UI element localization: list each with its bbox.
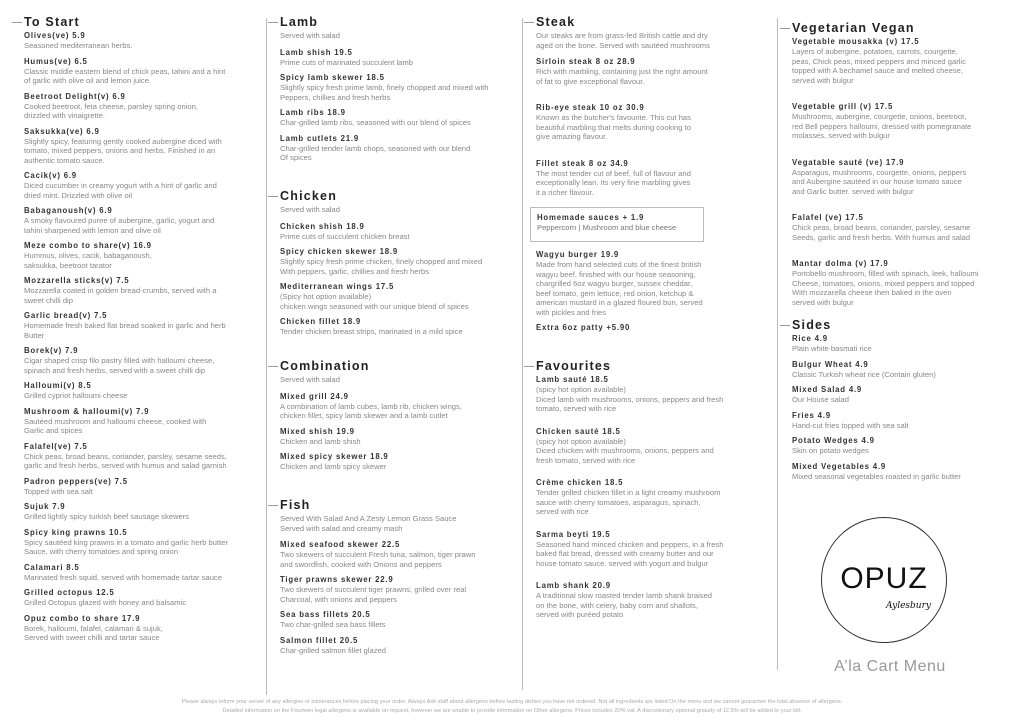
section-title: Chicken <box>280 189 338 203</box>
menu-item-name: Humus(ve) 6.5 <box>24 56 88 66</box>
menu-item-name: Cacik(v) 6.9 <box>24 171 77 180</box>
menu-item <box>792 259 1024 307</box>
menu-item-description: Borek, halloumi, falafel, calamari & sujuk, <box>24 623 163 633</box>
menu-item-name: Mushroom & halloumi(v) 7.9 <box>24 406 150 416</box>
section-tick <box>780 325 790 326</box>
menu-item-description: of fat to give exceptional flavour. <box>536 76 645 86</box>
menu-item-description: exceptionally lean. Its very fine marbling gives <box>536 178 691 187</box>
menu-item-description: A smoky flavoured puree of aubergine, garlic, yogurt and <box>24 216 215 225</box>
menu-item-name: Halloumi(v) 8.5 <box>24 381 92 390</box>
menu-item-description: With peppers, garlic, chillies and fresh herbs <box>280 266 429 276</box>
menu-section <box>792 20 1024 324</box>
menu-item <box>24 614 264 643</box>
menu-item-description: drizzled with vinaigrette. <box>24 111 106 120</box>
menu-item-name: Mozzarella sticks(v) 7.5 <box>24 276 130 285</box>
menu-item-name: Mantar dolma (v) 17.9 <box>792 259 889 268</box>
menu-item-description: Diced chicken with mushrooms, onions, peppers and <box>536 446 714 455</box>
menu-item <box>24 276 264 305</box>
menu-item-description: Asparagus, mushrooms, courgette, onions, peppers <box>792 167 967 177</box>
menu-item-name: Mixed Vegetables 4.9 <box>792 461 887 471</box>
menu-item-name: Fries 4.9 <box>792 410 831 420</box>
section-title: Steak <box>536 15 576 29</box>
allergen-footer-line: Please always inform your server of any allergies or intolerances before placing your order. Always Ask staff about allergens before tasting dishes you have not ordered. Not all ingredients are listed On the menu and we cannot guarantee the total absence of allergens. <box>181 699 843 705</box>
menu-item-description: Grilled lightly spicy turkish beef sausage skewers <box>24 512 190 521</box>
allergen-footer-line: Detailed information on the Fourteen legal allergens is available on request, however we are unable to provide information on Other allergens. Prices includes 20% vat. A discretionary optional gratuity of 12.5% will be added to your bill. <box>222 708 802 714</box>
menu-item-description: topped with A bechamel sauce and melted cheese, <box>792 66 963 75</box>
menu-item-description: Chicken and lamb shish <box>280 436 361 446</box>
section-tick <box>524 22 534 23</box>
menu-item-description: Garlic and spices <box>24 426 83 435</box>
menu-item-description: Butter <box>24 330 45 340</box>
menu-item-description: Two skewers of succulent tiger prawns, grilled over real <box>280 585 467 594</box>
menu-item-description: Chick peas, broad beans, coriander, parsley, sesame <box>792 223 971 232</box>
menu-item <box>536 323 776 333</box>
menu-item-description: Chicken and lamb spicy skewer <box>280 462 387 471</box>
menu-item <box>24 241 264 270</box>
menu-item-description: fresh tomato, served with rice <box>536 455 636 465</box>
section-title: Combination <box>280 359 370 373</box>
menu-item <box>24 311 264 340</box>
menu-item <box>24 92 264 121</box>
menu-item-name: Rice 4.9 <box>792 334 828 343</box>
menu-item <box>792 411 1024 431</box>
menu-item <box>24 442 264 471</box>
menu-item-description: and Garlic butter. served with bulgur <box>792 186 914 196</box>
menu-item-name: Chicken fillet 18.9 <box>280 317 362 326</box>
section-title: Vegetarian Vegan <box>792 21 915 35</box>
menu-item-description: Tender chicken breast strips, marinated in a mild spice <box>280 327 463 336</box>
menu-item-description: beautiful marbling that melts during cooking to <box>536 122 691 132</box>
menu-item-description: give amazing flavour. <box>536 132 608 141</box>
menu-item-description: Seasoned hand minced chicken and peppers, in a fresh <box>536 539 724 549</box>
sauces-desc: Peppercorn | Mushroom and blue cheese <box>537 223 677 232</box>
menu-item-name: Mixed seafood skewer 22.5 <box>280 540 401 549</box>
menu-section <box>280 188 520 343</box>
menu-item-description: chicken fillet, spicy lamb skewer and a lamb cutlet <box>280 411 448 420</box>
menu-section <box>280 14 520 169</box>
menu-item <box>24 588 264 608</box>
menu-section <box>536 358 776 633</box>
menu-item-description: With mozzarella cheese then baked in the oven <box>792 288 952 297</box>
menu-item-description: Grilled Octopus glazed with honey and balsamic <box>24 598 187 607</box>
menu-item-description: wagyu beef, finished with our house seasoning, <box>536 269 696 279</box>
menu-item <box>280 48 520 68</box>
menu-item-name: Mixed shish 19.9 <box>280 426 355 436</box>
section-intro <box>536 31 776 50</box>
menu-item-name: Sarma beyti 19.5 <box>536 529 611 539</box>
menu-item-description: Diced lamb with mushrooms, onions, peppers and fresh <box>536 394 724 404</box>
menu-item-description: Two char-grilled sea bass fillets <box>280 620 386 629</box>
menu-item-description: Made from hand selected cuts of the finest british <box>536 260 702 269</box>
menu-item <box>280 575 520 604</box>
menu-item-description: (Spicy hot option available) <box>280 292 372 301</box>
menu-item-name: Olives(ve) 5.9 <box>24 31 86 40</box>
menu-item-name: Beetroot Delight(v) 6.9 <box>24 91 126 101</box>
menu-item-name: Padron peppers(ve) 7.5 <box>24 476 128 486</box>
menu-item-description: tomato, mixed peppers, onions and herbs. Finished in an <box>24 146 216 155</box>
menu-item-description: Plain white basmati rice <box>792 344 872 353</box>
menu-item-description: beef tomato, gem lettuce, red onion, ketchup & <box>536 288 694 298</box>
menu-item <box>280 73 520 102</box>
menu-item-name: Lamb shank 20.9 <box>536 581 611 590</box>
menu-item <box>536 427 776 466</box>
menu-name: A’la Cart Menu <box>834 658 946 675</box>
section-tick <box>780 28 790 29</box>
menu-item-description: Portobello mushroom, filled with spinach, leek, halloumi <box>792 269 979 278</box>
menu-item-name: Sujuk 7.9 <box>24 502 66 511</box>
menu-item <box>792 334 1024 354</box>
menu-item-name: Chicken shish 18.9 <box>280 221 365 231</box>
menu-item-name: Tiger prawns skewer 22.9 <box>280 575 394 584</box>
menu-item-description: Sautéed mushroom and halloumi cheese, cooked with <box>24 416 207 426</box>
menu-item-description: Grilled cypriot halloumi cheese <box>24 391 128 400</box>
menu-item-name: Lamb shish 19.5 <box>280 47 353 57</box>
menu-section <box>536 14 776 214</box>
section-tick <box>268 505 278 506</box>
menu-item-description: Cheese, tomatoes, onions, mixed peppers and topped <box>792 278 975 288</box>
menu-item <box>24 31 264 51</box>
section-intro-line: Served with salad and creamy mash <box>280 523 403 533</box>
column-divider <box>266 18 267 695</box>
menu-item-name: Grilled octopus 12.5 <box>24 588 115 597</box>
menu-item-description: Char-grilled salmon fillet glazed <box>280 645 386 655</box>
menu-item-description: chicken wings seasoned with our unique blend of spices <box>280 301 469 311</box>
menu-item-description: peas, Chick peas, mixed peppers and minced garlic <box>792 56 966 66</box>
menu-item-description: A combination of lamb cubes, lamb rib, chicken wings, <box>280 401 462 411</box>
menu-item-name: Vegatable sauté (ve) 17.9 <box>792 157 905 167</box>
menu-item-description: A traditional slow roasted tender lamb shank braised <box>536 591 713 600</box>
menu-item-description: (spicy hot option available) <box>536 436 626 446</box>
menu-item-description: Marinated fresh squid, served with homemade tartar sauce <box>24 572 222 582</box>
menu-item-name: Saksukka(ve) 6.9 <box>24 126 100 136</box>
menu-item-description: Two skewers of succulent Fresh tuna, salmon, tiger prawn <box>280 550 476 559</box>
menu-item-name: Bulgur Wheat 4.9 <box>792 359 869 369</box>
menu-item <box>280 427 520 447</box>
menu-item <box>280 610 520 630</box>
menu-item-description: it a richer flavour. <box>536 187 594 197</box>
menu-item-description: Spicy sautéed king prawns in a tomato and garlic herb butter <box>24 537 228 547</box>
menu-item-description: served with bulgur <box>792 75 854 85</box>
menu-item <box>24 502 264 522</box>
logo-wordmark: OPUZ <box>840 562 928 595</box>
menu-item-name: Rib-eye steak 10 oz 30.9 <box>536 103 645 112</box>
menu-item-description: authentic tomato sauce. <box>24 155 105 165</box>
menu-item-description: with pickles and fries <box>536 307 607 317</box>
menu-item-description: Classic middle eastern blend of chick peas, tahini and a hint <box>24 66 226 76</box>
menu-item-description: Layers of aubergine, potatoes, carrots, courgette, <box>792 47 958 56</box>
logo-script: Aylesbury <box>886 601 931 611</box>
menu-item-name: Vegetable grill (v) 17.5 <box>792 102 894 111</box>
column-divider <box>522 18 523 690</box>
column-divider <box>777 18 778 670</box>
menu-item-description: Chick peas, broad beans, coriander, parsley, sesame seeds, <box>24 451 227 461</box>
section-title: To Start <box>24 15 80 29</box>
menu-item-description: The most tender cut of beef, full of flavour and <box>536 168 691 178</box>
menu-section <box>24 14 264 649</box>
menu-item-description: Hummus, olives, cacik, babaganoush, <box>24 251 152 260</box>
menu-item <box>24 57 264 86</box>
menu-item-description: spinach and fresh herbs, served with a sweet chilli dip <box>24 365 206 375</box>
section-tick <box>12 22 22 23</box>
menu-item <box>280 540 520 569</box>
menu-item <box>792 158 1024 197</box>
section-tick <box>268 366 278 367</box>
menu-item <box>280 452 520 472</box>
menu-item <box>536 250 776 317</box>
menu-item-name: Mixed Salad 4.9 <box>792 385 863 394</box>
menu-item-name: Lamb cutlets 21.9 <box>280 133 360 143</box>
menu-item <box>536 478 776 517</box>
menu-item-description: Seeds, garlic and fresh herbs. With humus and salad <box>792 232 971 242</box>
menu-item-description: Prime cuts of marinated succulent lamb <box>280 57 413 67</box>
menu-item-description: served with rice <box>536 507 589 516</box>
menu-item-description: Char-grilled lamb ribs, seasoned with our blend of spices <box>280 118 471 127</box>
section-intro <box>280 205 520 215</box>
menu-item-name: Potato Wedges 4.9 <box>792 436 875 445</box>
menu-item-description: Our House salad <box>792 395 849 404</box>
menu-item-name: Lamb ribs 18.9 <box>280 108 346 117</box>
menu-item <box>280 108 520 128</box>
menu-item <box>280 134 520 163</box>
menu-item <box>24 206 264 235</box>
section-intro <box>280 31 520 41</box>
section-intro-line: Served With Salad And A Zesty Lemon Grass Sauce <box>280 514 457 523</box>
menu-item-name: Mixed spicy skewer 18.9 <box>280 452 389 461</box>
menu-item-description: Diced cucumber in creamy yogurt with a hint of garlic and <box>24 181 217 190</box>
menu-item-description: on the bone, with celery, baby corn and shallots, <box>536 600 698 610</box>
menu-item <box>280 317 520 337</box>
menu-item-description: Char-grilled tender lamb chops, seasoned with our blend <box>280 143 471 153</box>
menu-item <box>280 222 520 242</box>
menu-item-description: Topped with sea salt <box>24 486 93 496</box>
sauces-box <box>530 207 704 242</box>
menu-item-description: Of spices <box>280 153 312 162</box>
menu-item-description: served with puréed potato <box>536 610 624 619</box>
menu-item-description: Known as the butcher's favourite. This cut has <box>536 113 691 122</box>
section-title: Lamb <box>280 15 319 29</box>
menu-item <box>536 581 776 620</box>
menu-item <box>792 360 1024 380</box>
menu-section <box>792 317 1024 487</box>
menu-item-description: chargrilled 6oz wagyu burger, sussex cheddar, <box>536 279 693 288</box>
menu-item-description: and Aubergine sautéed in our house tomato sauce <box>792 177 962 186</box>
menu-item-name: Mixed grill 24.9 <box>280 391 349 401</box>
menu-item-description: served with bulgur <box>792 297 854 307</box>
menu-item <box>792 102 1024 141</box>
menu-item-description: molasses, served with bulgur <box>792 131 890 140</box>
menu-item-name: Borek(v) 7.9 <box>24 346 79 355</box>
menu-item-description: red Bell peppers halloumi, dressed with pomegranate <box>792 121 972 131</box>
menu-item-name: Mediterranean wings 17.5 <box>280 282 395 291</box>
section-intro-line: Served with salad <box>280 375 340 384</box>
menu-item-description: Classic Turkish wheat rice (Contain gluten) <box>792 369 936 379</box>
menu-item-description: of garlic with olive oil and lemon juice. <box>24 76 152 85</box>
menu-item <box>792 436 1024 456</box>
menu-item-description: (spicy hot option available) <box>536 385 626 394</box>
menu-item-name: Crème chicken 18.5 <box>536 478 624 487</box>
menu-item-description: sweet chilli dip <box>24 295 73 305</box>
menu-item <box>536 103 776 142</box>
menu-item-description: Rich with marbling, containing just the right amount <box>536 67 708 76</box>
menu-item <box>280 282 520 311</box>
section-tick <box>524 366 534 367</box>
section-intro <box>280 514 520 533</box>
menu-item-description: Sauce, with cherry tomatoes and spring onion <box>24 547 179 556</box>
menu-item-name: Sea bass fillets 20.5 <box>280 610 371 619</box>
menu-item-description: Cigar shaped crisp filo pastry filled with halloumi cheese, <box>24 356 215 365</box>
menu-item <box>792 37 1024 85</box>
menu-item-name: Calamari 8.5 <box>24 562 80 572</box>
menu-item-name: Lamb sauté 18.5 <box>536 375 609 384</box>
menu-item-description: Cooked beetroot, feta cheese, parsley spring onion, <box>24 101 198 111</box>
menu-item-name: Fillet steak 8 oz 34.9 <box>536 158 629 168</box>
menu-item <box>536 375 776 414</box>
sauces-title: Homemade sauces + 1.9 <box>537 213 645 222</box>
menu-item-name: Babaganoush(v) 6.9 <box>24 206 113 215</box>
menu-item-description: Prime cuts of succulent chicken breast <box>280 231 410 241</box>
menu-item-description: Seasoned mediterranean herbs. <box>24 41 133 50</box>
section-title: Sides <box>792 318 832 332</box>
menu-item-description: garlic and fresh herbs, served with humus and salad garnish <box>24 461 227 470</box>
menu-item-description: Slightly spicy fresh prime chicken, finely chopped and mixed <box>280 257 483 266</box>
menu-item-name: Falafel (ve) 17.5 <box>792 213 864 222</box>
section-title: Fish <box>280 498 311 512</box>
menu-item-name: Spicy chicken skewer 18.9 <box>280 247 398 256</box>
menu-item-name: Opuz combo to share 17.9 <box>24 613 141 623</box>
menu-item-name: Salmon fillet 20.5 <box>280 635 359 645</box>
menu-item-description: baked flat bread, dressed with creamy butter and our <box>536 549 714 558</box>
menu-item-description: Served with sweet chilli and tartar sauce <box>24 633 160 642</box>
menu-item-description: Mixed seasonal vegetables roasted in garlic butter <box>792 471 961 481</box>
menu-item-description: dried mint. Drizzled with olive oil <box>24 190 133 200</box>
menu-item <box>24 381 264 401</box>
menu-item-name: Vegetable mousakka (v) 17.5 <box>792 37 920 46</box>
menu-item <box>280 636 520 656</box>
menu-item-description: Tender grilled chicken fillet in a light creamy mushroom <box>536 488 721 497</box>
menu-section <box>280 358 520 478</box>
menu-item <box>24 127 264 166</box>
menu-item-name: Chicken sauté 18.5 <box>536 426 621 436</box>
menu-item-description: and swordfish, cooked with Onions and peppers <box>280 559 442 569</box>
menu-item <box>536 159 776 198</box>
menu-item-description: tomato, served with rice <box>536 404 617 413</box>
menu-item-description: Slightly spicy, featuring gently cooked aubergine diced with <box>24 136 222 146</box>
menu-item-description: Skin on potato wedges <box>792 446 869 455</box>
section-intro <box>280 375 520 385</box>
menu-item-description: Charcoal, with onions and peppers <box>280 594 397 604</box>
menu-item-name: Extra 6oz patty +5.90 <box>536 323 631 332</box>
menu-item-description: Peppers, chillies and fresh herbs <box>280 92 391 102</box>
menu-item <box>24 528 264 557</box>
section-tick <box>268 196 278 197</box>
menu-item-description: Hand-cut fries topped with sea salt <box>792 420 909 430</box>
menu-item-name: Falafel(ve) 7.5 <box>24 441 88 451</box>
menu-item-description: sauce with cherry tomatoes, asparagus, spinach, <box>536 497 701 507</box>
menu-item-description: Mozzarella coated in golden bread-crumbs, served with a <box>24 286 217 295</box>
menu-section <box>280 497 520 661</box>
section-title: Favourites <box>536 359 612 373</box>
menu-section <box>536 250 776 339</box>
menu-item-name: Spicy lamb skewer 18.5 <box>280 73 385 82</box>
menu-item-name: Garlic bread(v) 7.5 <box>24 311 108 320</box>
menu-item-description: saksukka, beetroot tarator <box>24 260 112 270</box>
menu-item <box>280 247 520 276</box>
section-intro-line: aged on the bone. Served with sautéed mushrooms <box>536 40 710 50</box>
section-intro-line: Served with salad <box>280 205 340 214</box>
menu-item <box>792 213 1024 242</box>
menu-item-name: Sirloin steak 8 oz 28.9 <box>536 57 636 66</box>
menu-item <box>536 530 776 569</box>
section-intro-line: Served with salad <box>280 31 340 40</box>
menu-item <box>24 477 264 497</box>
menu-item <box>24 346 264 375</box>
menu-item-description: Slightly spicy fresh prime lamb, finely chopped and mixed with <box>280 83 489 92</box>
menu-item-description: tahini sharpened with lemon and olive oil <box>24 225 161 235</box>
menu-item-description: Homemade fresh baked flat bread soaked in garlic and herb <box>24 321 226 330</box>
menu-item <box>24 171 264 200</box>
menu-item-name: Spicy king prawns 10.5 <box>24 527 128 537</box>
opuz-logo <box>821 517 947 643</box>
section-tick <box>268 22 278 23</box>
section-intro-line: Our steaks are from grass-fed British cattle and dry <box>536 31 708 40</box>
menu-item-name: Wagyu burger 19.9 <box>536 250 620 259</box>
menu-item-name: Meze combo to share(v) 16.9 <box>24 241 152 250</box>
menu-item <box>24 563 264 583</box>
menu-item-description: Mushrooms, aubergine, courgette, onions, beetroot, <box>792 112 967 121</box>
menu-item <box>24 407 264 436</box>
menu-item-description: house tomato sauce. served with yogurt and bulgur <box>536 558 709 568</box>
menu-item-description: american mustard in a glazed floured bun, served <box>536 298 703 307</box>
menu-item <box>792 385 1024 405</box>
menu-item <box>280 392 520 421</box>
menu-item <box>536 57 776 86</box>
menu-item <box>792 462 1024 482</box>
